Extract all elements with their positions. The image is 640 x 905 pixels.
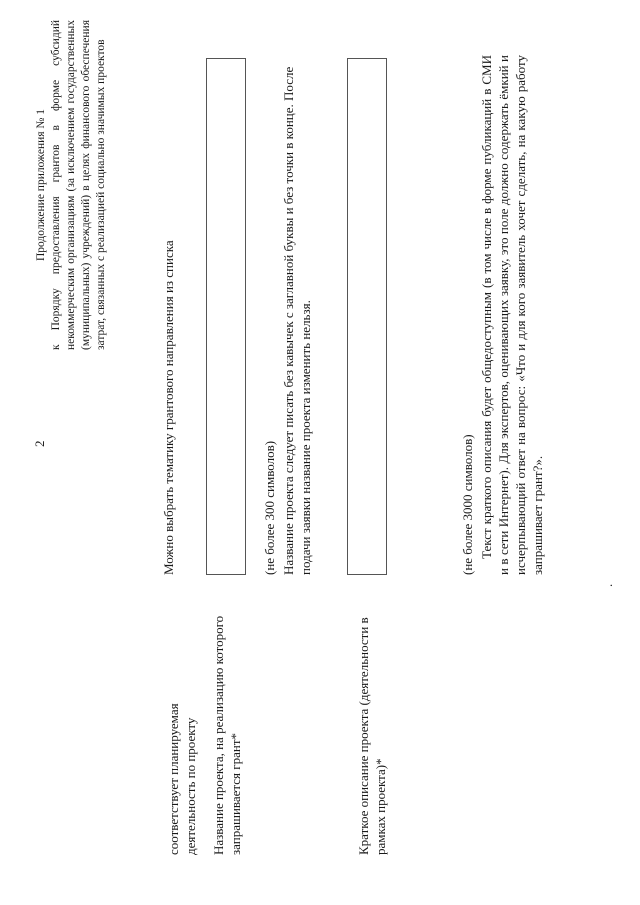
short-description-limit: (не более 3000 символов) — [460, 434, 475, 575]
appendix-title: Продолжение приложения № 1 — [35, 108, 47, 262]
grant-direction-hint: Можно выбрать тематику грантового направления из списка — [161, 240, 176, 575]
short-description-field[interactable] — [347, 58, 387, 575]
appendix-body: к Порядку предоставления грантов в форме субсидий некоммерческим организациям (за исключением государственных (муниципальных) учреждений) в целях финансового обеспечения затрат, связанных с реализацией социально значимых проектов — [50, 20, 107, 350]
project-name-rule: Название проекта следует писать без кавычек с заглавной буквы и без точки в конце. После подачи заявки название проекта изменить нельзя. — [281, 66, 313, 575]
row-label-project-name: Название проекта, на реализацию которого запрашивается грант* — [211, 615, 243, 855]
appendix-header — [34, 20, 109, 350]
row-label-short-description: Краткое описание проекта (деятельности в рамках проекта)* — [356, 617, 388, 855]
page-number: 2 — [32, 440, 47, 447]
short-description-guidance: Текст краткого описания будет общедоступным (в том числе в форме публикаций в СМИ и в сети Интернет). Для экспертов, оценивающих заявку, это поле должно содержать ёмкий и исчерпывающий ответ на вопрос: «Что и для кого заявитель хочет сделать, на какую работу запрашивает грант?». — [479, 55, 545, 575]
row-label-activity: соответствует планируемая деятельность по проекту — [166, 703, 198, 855]
project-name-limit: (не более 300 символов) — [262, 440, 277, 575]
stray-mark: . — [600, 583, 615, 587]
project-name-field[interactable] — [206, 58, 246, 575]
